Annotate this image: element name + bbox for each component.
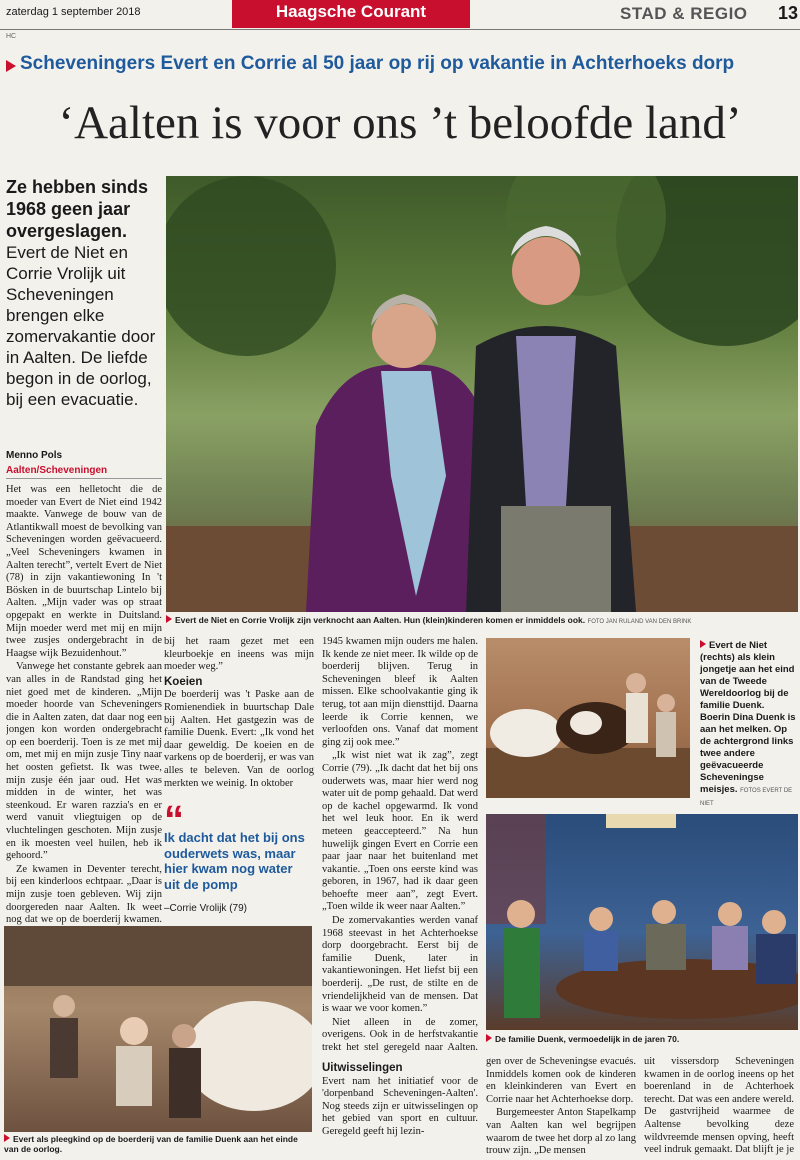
body-column-3: [322, 636, 478, 1054]
body-column-5: [644, 1056, 794, 1156]
body-column-3b: [322, 1060, 478, 1156]
caption-triangle-icon: [166, 615, 172, 623]
paragraph: uit vissersdorp Scheveningen kwamen in de oorlog ineens op het boerenland in de Achterhoek terecht. Dat was een andere wereld. De gastvrijheid waarmee de Aaltense bevolking deze wildvreemde mensen opving, heeft veel indruk gemaakt. Dat blijft je je: [644, 1056, 794, 1156]
masthead: Haagsche Courant: [232, 0, 470, 28]
section-title: STAD & REGIO: [620, 4, 748, 23]
family-photo-caption: De familie Duenk, vermoedelijk in de jaren 70.: [486, 1034, 798, 1044]
cows-photo-caption: Evert de Niet (rechts) als klein jongetje aan het eind van de Tweede Wereldoorlog bij de familie Duenk. Boerin Dina Duenk is aan het melken. Op de achtergrond links twee andere geëvacueerde Scheveningse meisjes. FOTOS EVERT DE NIET: [700, 640, 796, 807]
pull-quote: Ik dacht dat het bij ons ouderwets was, maar hier kwam nog water uit de pomp: [164, 830, 305, 892]
photo-credit: FOTOS EVERT DE NIET: [700, 788, 793, 807]
paragraph: Burgemeester Anton Stapelkamp van Aalten kan wel begrijpen waarom de twee het dorp al zo lang trouw zijn. „De mensen: [486, 1107, 636, 1156]
cows-illustration: [486, 638, 690, 798]
body-column-4: [486, 1056, 636, 1156]
couple-illustration: [166, 176, 798, 612]
intro-lead: Ze hebben sinds 1968 geen jaar overgeslagen.: [6, 177, 149, 241]
paragraph: gen over de Scheveningse evacués. Inmiddels komen ook de kinderen en kleinkinderen van Evert en Corrie naar het Achterhoekse dorp.: [486, 1056, 636, 1105]
intro-text: Evert de Niet en Corrie Vrolijk uit Scheveningen brengen elke zomervakantie door in Aalten. De liefde begon in de oorlog, bij een evacuatie.: [6, 243, 156, 409]
dateline: Aalten/Scheveningen: [6, 465, 108, 476]
paragraph: bij het raam gezet met een kleurboekje en ineens was mijn moeder weg.”: [164, 636, 314, 673]
paragraph: De boerderij was 't Paske aan de Romienendiek in buurtschap Dale bij Aalten. Het gastgezin was de familie Duenk. Evert: „Ik vond het daar geweldig. De koeien en de varkens op de boerderij, er was van alles te beleven. Van de oorlog merkten we weinig. In oktober: [164, 689, 314, 789]
paragraph: De zomervakanties werden vanaf 1968 steevast in het Achterhoekse dorp doorgebracht. Eerst bij de familie Duenk, later in vakantiewoningen. Het liefst bij een boerderij. „De rust, de stilte en de vriendelijkheid van de mensen. Dat is waar we voor komen.”: [322, 915, 478, 1015]
paragraph: 1945 kwamen mijn ouders me halen. Ik kende ze niet meer. Ik wilde op de boerderij blijven. Terug in Scheveningen bleef ik Aalten missen. Elke schoolvakantie ging ik terug, tot aan mijn diensttijd. Daarna leerde ik Corrie kennen, we verloofden ons. Vanaf dat moment ging zij ook mee.”: [322, 636, 478, 748]
kicker: Scheveningers Evert en Corrie al 50 jaar op rij op vakantie in Achterhoeks dorp: [20, 53, 735, 74]
photo-cows-milking: [486, 638, 690, 798]
paragraph: Niet alleen in de zomer, overigens. Ook in de herfstvakantie trekt het stel geregeld naar Aalten.: [322, 1016, 478, 1053]
paragraph: „Ik wist niet wat ik zag”, zegt Corrie (79). „Ik dacht dat het bij ons ouderwets was, maar hier werd nog water uit de pomp gehaald. Dat werd op de kachel opgewarmd. Ik vond het wel leuk hoor. En ik werd meteen geaccepteerd.” Na hun huwelijk gingen Evert en Corrie een paar jaar naar het buitenland met vakantie. „Toen ons eerste kind was geboren, in 1967, had ik daar geen behoefte meer aan”, zegt Evert. „Toen wilde ik weer naar Aalten.”: [322, 750, 478, 913]
kicker-triangle-icon: [6, 60, 16, 72]
byline: Menno Pols: [6, 450, 63, 461]
quote-mark-icon: “: [164, 798, 184, 842]
main-photo-couple: [166, 176, 798, 612]
body-column-2: [164, 636, 314, 796]
family-illustration: [486, 814, 798, 1030]
photo-duenk-family: [486, 814, 798, 1030]
paragraph: Het was een helletocht die de moeder van Evert de Niet eind 1942 maakte. Vanwege de bouw van de Atlantikwall moest de bevolking van Scheveningen worden geëvacueerd. „Veel Scheveningers kwamen in Aalten terecht”, vertelt Evert de Niet (78) in zijn vakantiewoning In 't Bösken in de buurtschap Lintelo bij Aalten. „Mijn vader was op straat opgepakt en werkte in Duitsland. Mijn moeder werd met mij en mijn twee zusjes ondergebracht in de Haagse wijk Bezuidenhout.”: [6, 484, 162, 659]
dateline-rule: [6, 478, 162, 479]
caption-triangle-icon: [700, 640, 706, 648]
edition-date: zaterdag 1 september 2018: [6, 6, 141, 18]
pull-quote-author: –Corrie Vrolijk (79): [164, 903, 247, 914]
headline: ‘Aalten is voor ons ’t beloofde land’: [58, 97, 742, 149]
photo-credit: FOTO JAN RULAND VAN DEN BRINK: [587, 619, 692, 625]
caption-triangle-icon: [4, 1134, 10, 1142]
edition-tag: HC: [6, 33, 17, 40]
main-photo-caption: Evert de Niet en Corrie Vrolijk zijn verknocht aan Aalten. Hun (klein)kinderen komen er inmiddels ook. FOTO JAN RULAND VAN DEN BRINK: [166, 615, 798, 627]
child-illustration: [4, 926, 312, 1132]
paragraph: Ze kwamen in Deventer terecht, bij een kinderloos echtpaar. „Daar is mijn zusje toen gebleven. Wij zijn doorgereden naar Aalten. Ik weet nog dat we op de boerderij kwamen.: [6, 863, 162, 926]
child-photo-caption: Evert als pleegkind op de boerderij van de familie Duenk aan het einde van de oorlog.: [4, 1134, 298, 1154]
body-column-1: [6, 484, 162, 926]
photo-evert-child: [4, 926, 312, 1132]
page-number: 13: [778, 3, 799, 23]
paragraph: Evert nam het initiatief voor de 'dorpenband Scheveningen-Aalten'. Nog steeds zijn er uitwisselingen op het gebied van sport en cultuur. Geregeld geeft hij lezin-: [322, 1075, 478, 1137]
paragraph: Vanwege het constante gebrek aan van alles in de Randstad ging het niet goed met de kinderen. „Mijn moeder hoorde van Scheveningers die in Aalten zaten, dat daar nog een jongen kon worden ondergebracht op een boerderij. Toen is ze met mij om, met mij en mijn zusje Tiny naar het oosten gefietst. Ik was twee, mijn zusje één jaar oud. Het was midden in de winter, het was steenkoud. Er waren razzia's en er werd vanuit vliegtuigen op de vluchtelingen geschoten. Mijn zusje en ik moesten veel huilen, heb ik gehoord.”: [6, 661, 162, 862]
subhead-uitwisselingen: Uitwisselingen: [322, 1062, 403, 1074]
caption-triangle-icon: [486, 1034, 492, 1042]
header-rule: [0, 29, 800, 30]
subhead-koeien: Koeien: [164, 675, 203, 688]
